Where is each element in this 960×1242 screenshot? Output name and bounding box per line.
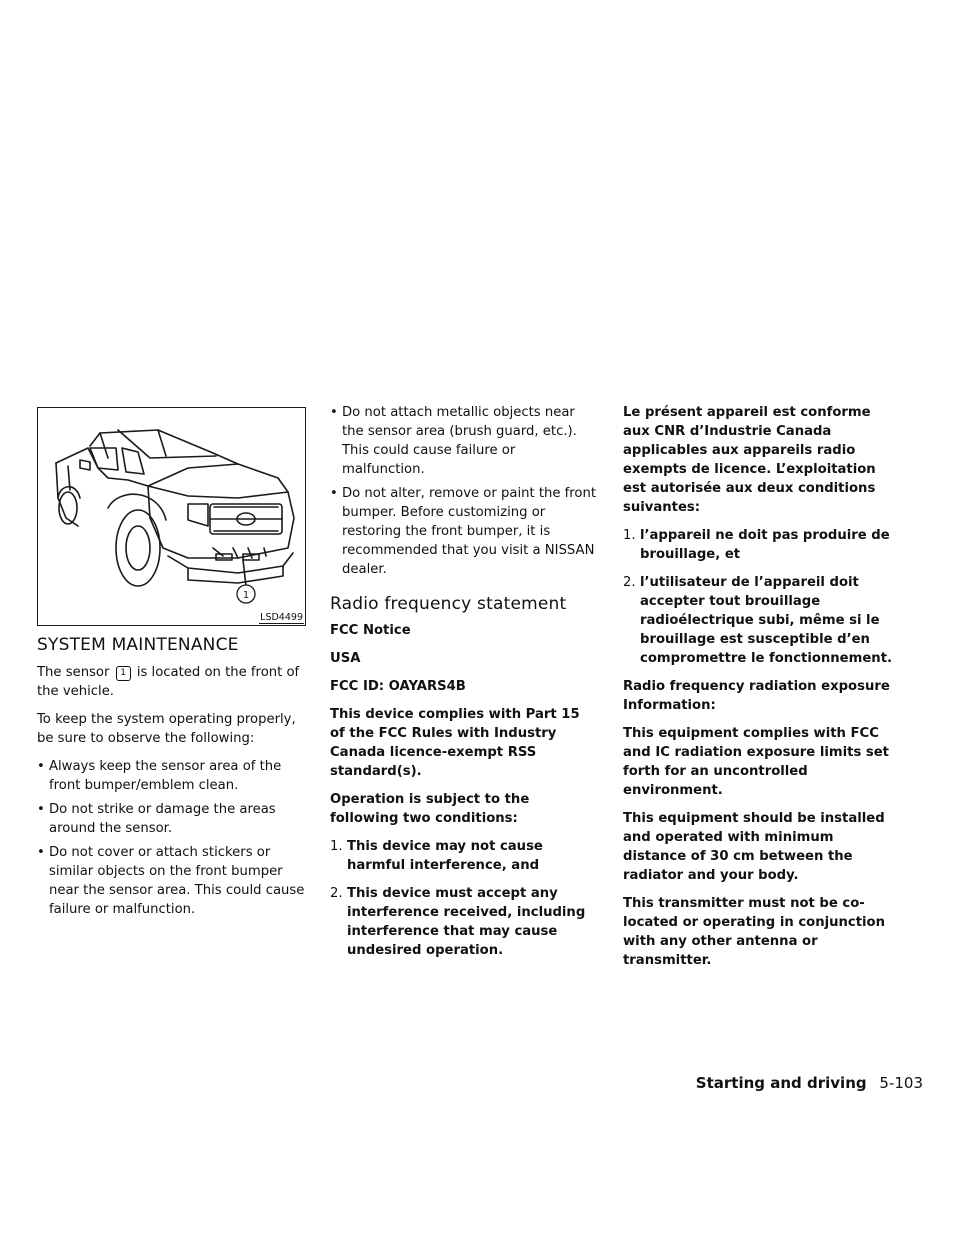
list-item: 2. l’utilisateur de l’appareil doit accepter tout brouillage radioélectrique subi, même si le brouillage est susceptible d’en compromettre le fonctionnement.	[623, 575, 893, 666]
compliance-text: This device complies with Part 15 of the FCC Rules with Industry Canada licence-exempt RSS standard(s).	[330, 707, 580, 779]
middle-column	[330, 403, 598, 969]
exposure-paragraph-3: This transmitter must not be co-located or operating in conjunction with any other antenna or transmitter.	[623, 896, 885, 968]
list-item: 2. This device must accept any interference received, including interference that may cause undesired operation.	[330, 886, 586, 958]
chapter-title: Starting and driving	[695, 1074, 867, 1092]
radio-frequency-heading: Radio frequency statement	[330, 594, 567, 614]
list-item: • Do not cover or attach stickers or similar objects on the front bumper near the sensor area. This could cause failure or malfunction.	[37, 845, 305, 917]
sensor-callout: 1	[116, 666, 131, 681]
usa-label: USA	[330, 651, 361, 666]
list-item: • Always keep the sensor area of the front bumper/emblem clean.	[37, 759, 282, 793]
left-column	[37, 634, 307, 924]
keep-system-text: To keep the system operating properly, be sure to observe the following:	[37, 712, 296, 746]
list-item: • Do not alter, remove or paint the front bumper. Before customizing or restoring the front bumper, it is recommended that you visit a NISSAN dealer.	[330, 486, 597, 577]
operation-text: Operation is subject to the following two conditions:	[330, 792, 530, 826]
page-number: 5-103	[879, 1074, 923, 1092]
fcc-id: FCC ID: OAYARS4B	[330, 679, 466, 694]
exposure-heading: Radio frequency radiation exposure Information:	[623, 679, 890, 713]
system-maintenance-heading: SYSTEM MAINTENANCE	[37, 635, 239, 655]
page-footer	[696, 1073, 923, 1093]
list-item: • Do not attach metallic objects near the sensor area (brush guard, etc.). This could cause failure or malfunction.	[330, 405, 577, 477]
list-item: • Do not strike or damage the areas around the sensor.	[37, 802, 276, 836]
exposure-paragraph-2: This equipment should be installed and operated with minimum distance of 30 cm between the radiator and your body.	[623, 811, 885, 883]
sensor-location-text: The sensor 1 is located on the front of the vehicle.	[37, 665, 300, 699]
list-item: 1. This device may not cause harmful interference, and	[330, 839, 543, 873]
fcc-notice: FCC Notice	[330, 623, 411, 638]
truck-figure	[37, 407, 306, 626]
right-column	[623, 403, 896, 979]
truck-illustration	[38, 408, 305, 625]
french-intro: Le présent appareil est conforme aux CNR d’Industrie Canada applicables aux appareils radio exempts de licence. L’exploitation est autorisée aux deux conditions suivantes:	[623, 405, 876, 515]
exposure-paragraph-1: This equipment complies with FCC and IC radiation exposure limits set forth for an uncontrolled environment.	[623, 726, 889, 798]
list-item: 1. l’appareil ne doit pas produire de brouillage, et	[623, 528, 890, 562]
figure-code: LSD4499	[260, 612, 303, 623]
callout-number: 1	[242, 590, 250, 601]
